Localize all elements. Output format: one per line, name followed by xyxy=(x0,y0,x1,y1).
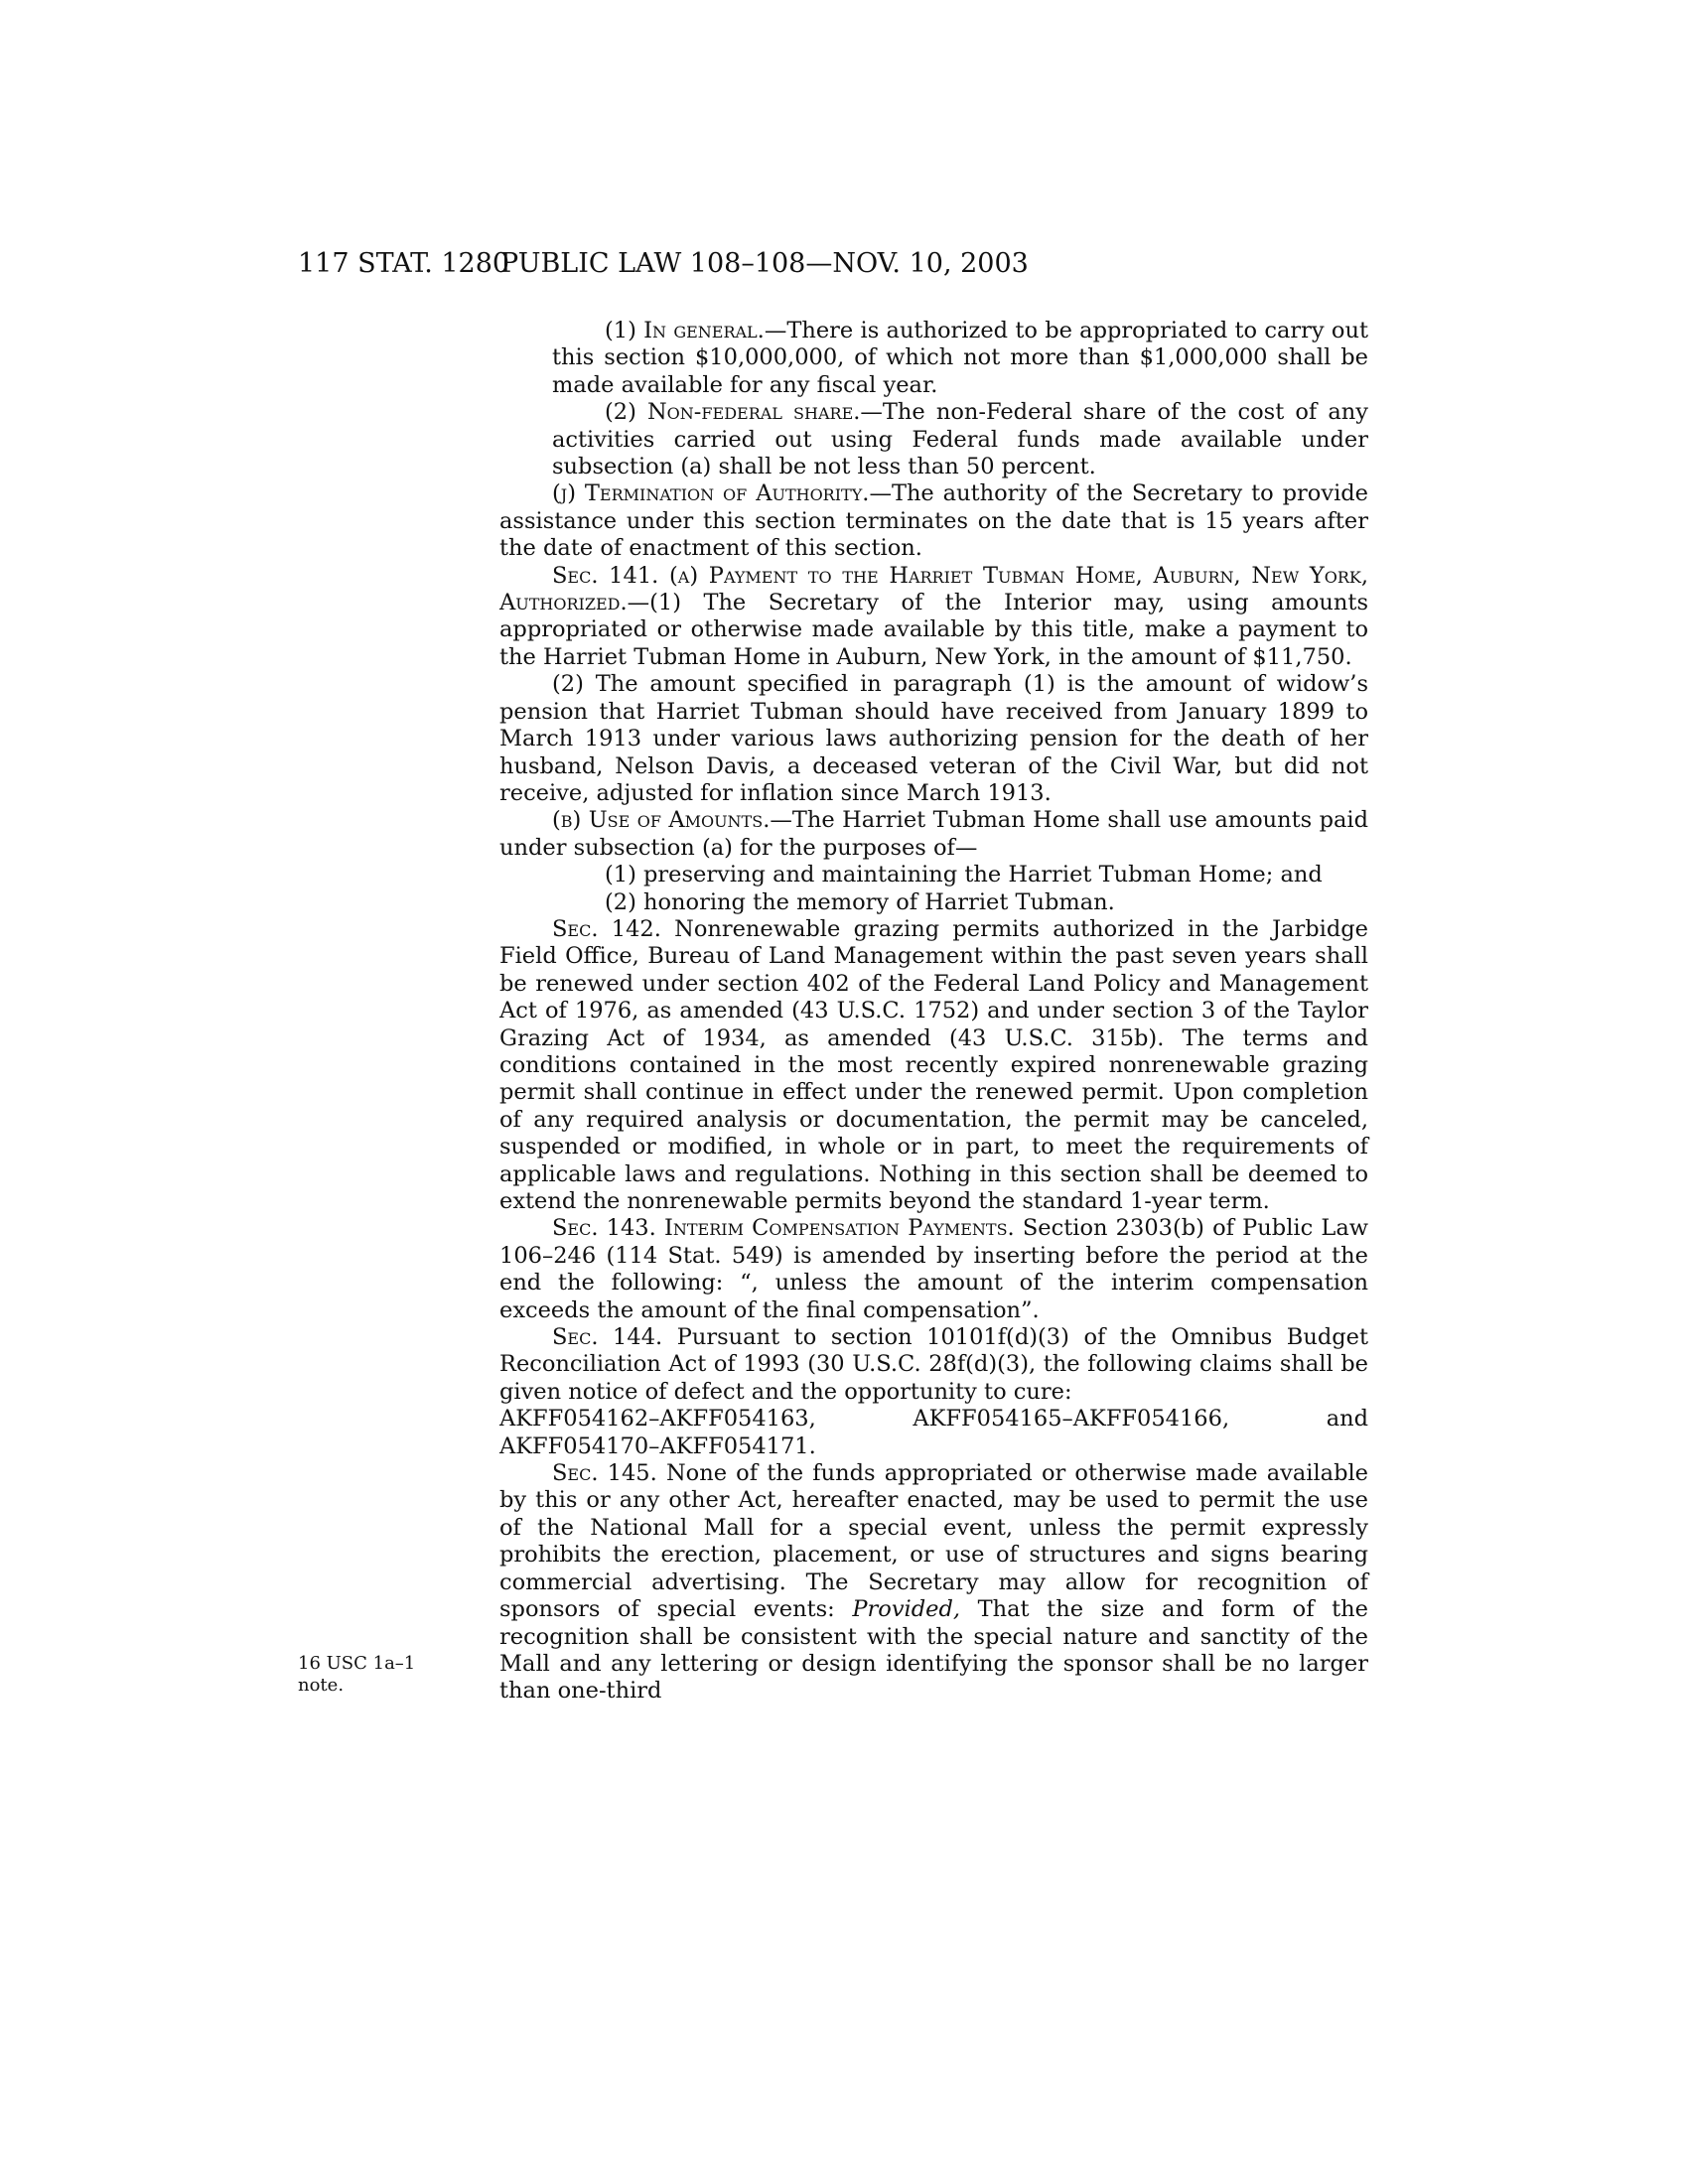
section-label: Sec. 143. xyxy=(552,1215,656,1242)
running-head: PUBLIC LAW 108–108—NOV. 10, 2003 xyxy=(500,248,1029,279)
section-label: Sec. 144. xyxy=(552,1324,663,1351)
paragraph-text: —There is authorized to be appropriated to carry out this section $10,000,000, of which not more than $1,000,000 shall be made available for any fiscal year. xyxy=(552,318,1368,398)
section-heading: (a) Payment to the Harriet Tubman Home, Auburn, New York, Authorized. xyxy=(499,562,1368,616)
section-text: Nonrenewable grazing permits authorized in the Jarbidge Field Office, Bureau of Land Management within the past seven years shall be renewed under section 402 of the Federal Land Policy and Management Act of 1976, as amended (43 U.S.C. 1752) and under section 3 of the Taylor Grazing Act of 1934, as amended (43 U.S.C. 315b). The terms and conditions contained in the most recently expired nonrenewable grazing permit shall continue in effect under the renewed permit. Upon completion of any required analysis or documentation, the permit may be canceled, suspended or modified, in whole or in part, to meet the requirements of applicable laws and regulations. Nothing in this section shall be deemed to extend the nonrenewable permits beyond the standard 1-year term. xyxy=(499,915,1368,1214)
subsection-j xyxy=(499,480,1368,562)
paragraph-text: —The non-Federal share of the cost of any activities carried out using Federal funds made available under subsection (a) shall be not less than 50 percent. xyxy=(552,399,1368,480)
margin-note xyxy=(298,1653,447,1697)
claim-range: AKFF054165–AKFF054166, xyxy=(913,1406,1230,1433)
page-number: 117 STAT. 1280 xyxy=(298,248,510,279)
section-141-paragraph-2 xyxy=(499,671,1368,807)
claim-range: AKFF054170–AKFF054171. xyxy=(499,1433,816,1459)
paragraph-heading: (1) In general. xyxy=(605,318,765,343)
item-text: (2) honoring the memory of Harriet Tubman. xyxy=(605,888,1115,915)
margin-note-line: note. xyxy=(298,1675,345,1696)
section-text: Pursuant to section 10101f(d)(3) of the Omnibus Budget Reconciliation Act of 1993 (30 U.S.C. 28f(d)(3), the following claims shall be given notice of defect and the opportunity to cure: xyxy=(499,1324,1369,1405)
body-text xyxy=(499,318,1368,1706)
claims-list xyxy=(499,1406,1368,1433)
paragraph-non-federal-share xyxy=(499,399,1368,480)
section-text: —(1) The Secretary of the Interior may, using amounts appropriated or otherwise made available by this title, make a payment to the Harriet Tubman Home in Auburn, New York, in the amount of $11,750. xyxy=(499,590,1368,670)
section-label: Sec. 142. xyxy=(552,915,661,942)
paragraph-heading: (2) Non-federal share. xyxy=(605,399,861,426)
paragraph-text: (2) The amount specified in paragraph (1) is the amount of widow’s pension that Harriet Tubman should have received from January 1899 to March 1913 under various laws authorizing pension for the death of her husband, Nelson Davis, a deceased veteran of the Civil War, but did not receive, adjusted for inflation since March 1913. xyxy=(499,671,1368,806)
claim-range: AKFF054162–AKFF054163, xyxy=(499,1406,816,1433)
provided-keyword: Provided, xyxy=(852,1596,960,1623)
section-label: Sec. 141. xyxy=(552,562,659,589)
section-heading: Interim Compensation Payments. xyxy=(655,1215,1015,1242)
section-text: That the size and form of the recognition shall be consistent with the special nature and sanctity of the Mall and any lettering or design identifying the sponsor shall be no larger than one-third xyxy=(499,1596,1368,1705)
conjunction: and xyxy=(1326,1406,1368,1433)
item-text: (1) preserving and maintaining the Harriet Tubman Home; and xyxy=(605,862,1323,888)
subsection-text: —The Harriet Tubman Home shall use amounts paid under subsection (a) for the purposes of— xyxy=(499,807,1368,861)
section-text: None of the funds appropriated or otherwise made available by this or any other Act, hereafter enacted, may be used to permit the use of the National Mall for a special event, unless the permit expressly prohibits the erection, placement, or use of structures and signs bearing commercial advertising. The Secretary may allow for recognition of sponsors of special events: xyxy=(499,1460,1368,1623)
page-header xyxy=(0,248,1688,288)
section-145 xyxy=(499,1460,1368,1706)
claim-range-last xyxy=(499,1433,1368,1460)
section-142 xyxy=(499,916,1368,1215)
section-label: Sec. 145. xyxy=(552,1460,657,1487)
section-144 xyxy=(499,1324,1368,1406)
subsection-b xyxy=(499,807,1368,862)
subsection-b-item-2 xyxy=(499,889,1368,916)
subsection-heading: (j) Termination of Authority. xyxy=(552,480,870,507)
margin-note-line: 16 USC 1a–1 xyxy=(298,1653,416,1674)
subsection-heading: (b) Use of Amounts. xyxy=(552,807,771,834)
section-text: Section 2303(b) of Public Law 106–246 (114 Stat. 549) is amended by inserting before the period at the end the following: “, unless the amount of the interim compensation exceeds the amount of the final compensation”. xyxy=(499,1215,1368,1323)
section-141 xyxy=(499,563,1368,672)
subsection-b-item-1 xyxy=(499,862,1368,888)
paragraph-authorization xyxy=(499,318,1368,399)
subsection-text: —The authority of the Secretary to provide assistance under this section terminates on the date that is 15 years after the date of enactment of this section. xyxy=(499,480,1368,562)
section-143 xyxy=(499,1215,1368,1324)
